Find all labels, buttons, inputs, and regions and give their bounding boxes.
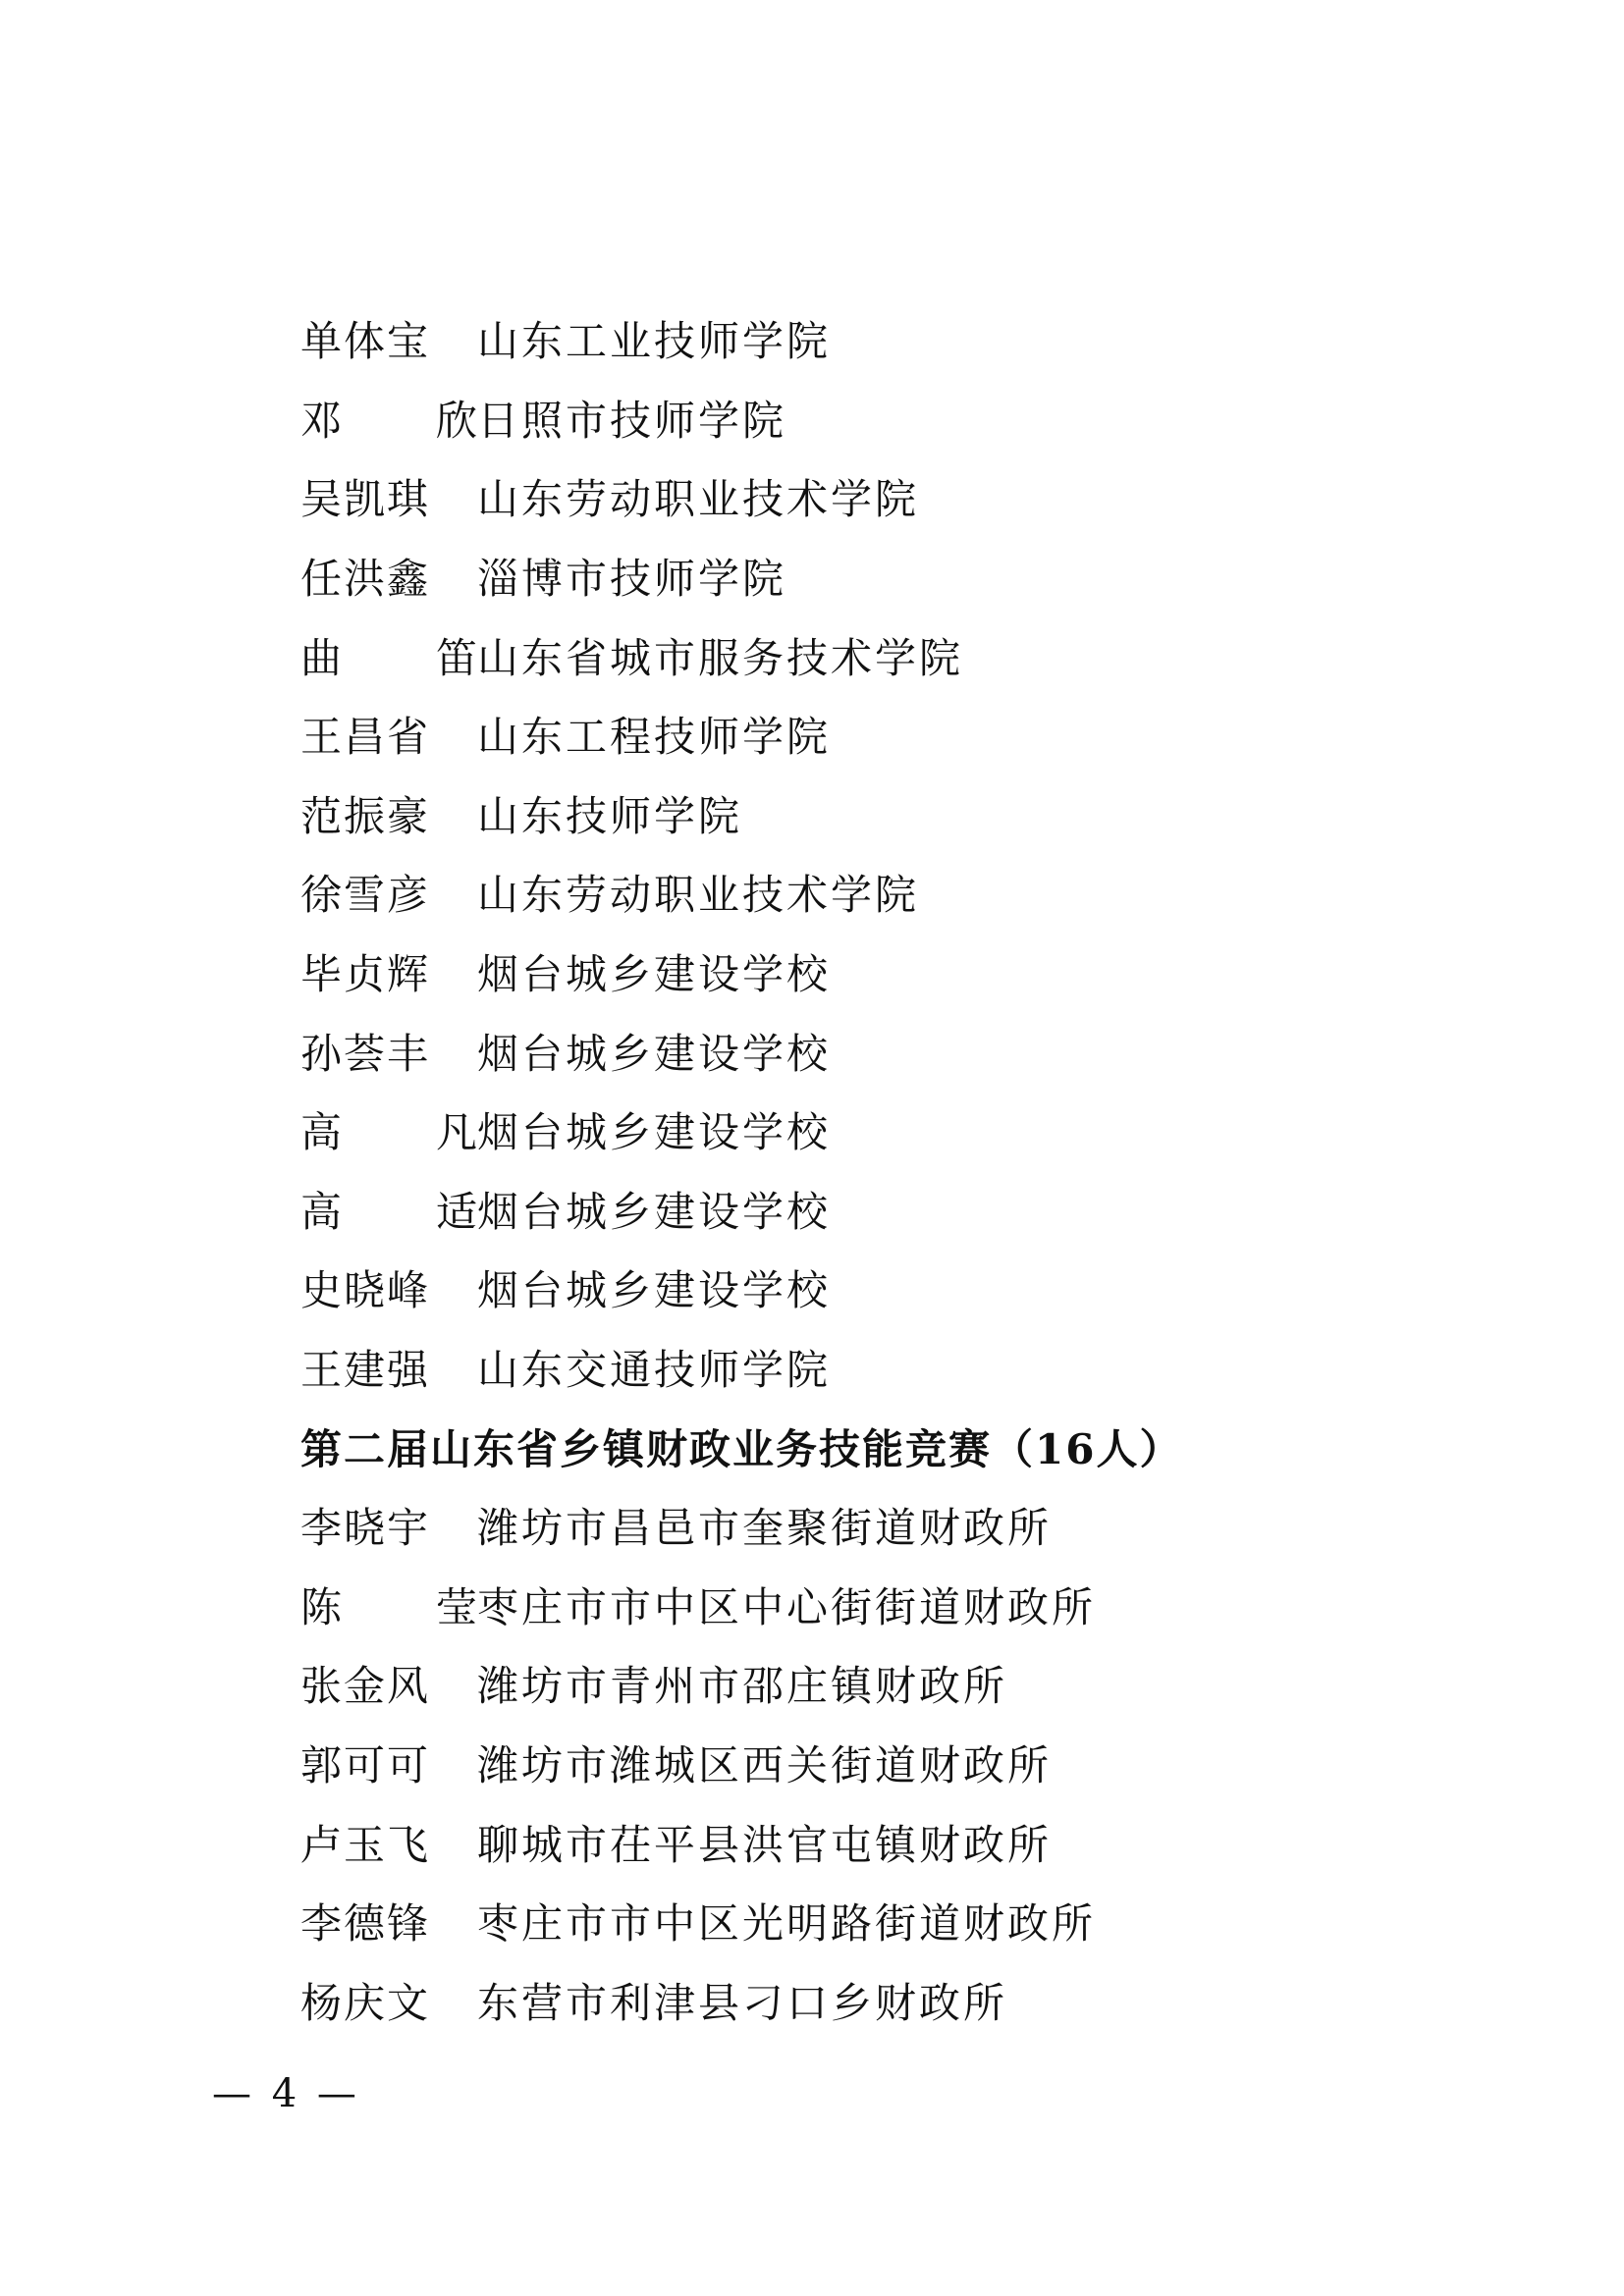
list-item bbox=[300, 382, 1380, 461]
organization: 枣庄市市中区光明路街道财政所 bbox=[477, 1899, 1097, 1949]
list-item bbox=[300, 1963, 1380, 2043]
organization: 淄博市技师学院 bbox=[477, 555, 787, 604]
organization: 潍坊市潍城区西关街道财政所 bbox=[477, 1740, 1053, 1789]
section-heading bbox=[300, 1410, 1380, 1489]
organization: 山东交通技师学院 bbox=[477, 1346, 832, 1395]
organization: 枣庄市市中区中心街街道财政所 bbox=[477, 1582, 1097, 1631]
list-item bbox=[300, 935, 1380, 1015]
organization: 烟台城乡建设学校 bbox=[477, 1187, 832, 1236]
organization: 山东省城市服务技术学院 bbox=[477, 633, 964, 682]
organization: 烟台城乡建设学校 bbox=[477, 1029, 832, 1078]
award-list bbox=[300, 302, 1380, 2043]
list-item bbox=[300, 1489, 1380, 1569]
organization: 烟台城乡建设学校 bbox=[477, 950, 832, 999]
section-heading-text: 第二届山东省乡镇财政业务技能竞赛（16人） bbox=[300, 1424, 1183, 1473]
person-name: 曲 笛 bbox=[300, 633, 477, 682]
organization: 烟台城乡建设学校 bbox=[477, 1108, 832, 1157]
list-item bbox=[300, 1647, 1380, 1727]
person-name: 徐雪彦 bbox=[300, 871, 431, 920]
organization: 山东工业技师学院 bbox=[477, 317, 832, 366]
list-item bbox=[300, 1727, 1380, 1806]
person-name: 高 凡 bbox=[300, 1108, 477, 1157]
list-item bbox=[300, 1569, 1380, 1648]
list-item bbox=[300, 618, 1380, 698]
list-item bbox=[300, 777, 1380, 857]
person-name: 邓 欣 bbox=[300, 396, 477, 445]
list-item bbox=[300, 460, 1380, 540]
person-name: 单体宝 bbox=[300, 317, 431, 366]
person-name: 孙荟丰 bbox=[300, 1029, 431, 1078]
page-number: — 4 — bbox=[212, 2071, 360, 2116]
list-item bbox=[300, 302, 1380, 382]
organization: 潍坊市青州市邵庄镇财政所 bbox=[477, 1662, 1008, 1711]
list-item bbox=[300, 1805, 1380, 1885]
person-name: 王昌省 bbox=[300, 713, 431, 762]
list-item bbox=[300, 698, 1380, 777]
list-item bbox=[300, 1331, 1380, 1411]
list-item bbox=[300, 856, 1380, 935]
person-name: 王建强 bbox=[300, 1346, 431, 1395]
person-name: 杨庆文 bbox=[300, 1978, 431, 2027]
person-name: 史晓峰 bbox=[300, 1266, 431, 1315]
organization: 山东工程技师学院 bbox=[477, 713, 832, 762]
organization: 日照市技师学院 bbox=[477, 396, 787, 445]
organization: 烟台城乡建设学校 bbox=[477, 1266, 832, 1315]
organization: 东营市利津县刁口乡财政所 bbox=[477, 1978, 1008, 2027]
person-name: 毕贞辉 bbox=[300, 950, 431, 999]
person-name: 郭可可 bbox=[300, 1740, 431, 1789]
person-name: 张金风 bbox=[300, 1662, 431, 1711]
person-name: 李晓宇 bbox=[300, 1504, 431, 1553]
organization: 山东劳动职业技术学院 bbox=[477, 871, 920, 920]
person-name: 范振豪 bbox=[300, 791, 431, 840]
person-name: 李德锋 bbox=[300, 1899, 431, 1949]
list-item bbox=[300, 1173, 1380, 1253]
list-item bbox=[300, 1014, 1380, 1094]
person-name: 高 适 bbox=[300, 1187, 477, 1236]
organization: 聊城市茌平县洪官屯镇财政所 bbox=[477, 1820, 1053, 1869]
person-name: 吴凯琪 bbox=[300, 475, 431, 524]
organization: 山东劳动职业技术学院 bbox=[477, 475, 920, 524]
list-item bbox=[300, 1094, 1380, 1173]
list-item bbox=[300, 540, 1380, 619]
person-name: 卢玉飞 bbox=[300, 1820, 431, 1869]
person-name: 陈 莹 bbox=[300, 1582, 477, 1631]
organization: 山东技师学院 bbox=[477, 791, 743, 840]
organization: 潍坊市昌邑市奎聚街道财政所 bbox=[477, 1504, 1053, 1553]
list-item bbox=[300, 1252, 1380, 1331]
list-item bbox=[300, 1885, 1380, 1964]
person-name: 任洪鑫 bbox=[300, 555, 431, 604]
